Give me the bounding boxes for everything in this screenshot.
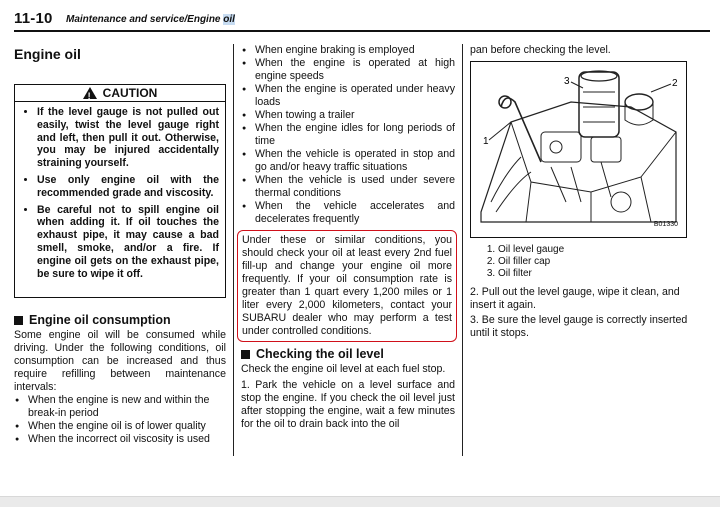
- continued-text: pan before checking the level.: [470, 44, 611, 56]
- condition-item: ● When the vehicle accelerates and decelerates frequently: [255, 200, 455, 226]
- caution-item: • Use only engine oil with the recommended grade and viscosity.: [37, 174, 219, 200]
- conditions-list-2: [241, 44, 455, 226]
- section-title: [66, 14, 235, 25]
- checking-title: Checking the oil level: [256, 347, 384, 361]
- engine-figure: [470, 61, 687, 238]
- caution-item: • If the level gauge is not pulled out easily, twist the level gauge right and left, then pull it out. Otherwise, you may be injured accidentally straining yourself.: [37, 106, 219, 170]
- caution-label: CAUTION: [102, 86, 158, 100]
- figure-code: B01330: [653, 221, 678, 228]
- consumption-text: Some engine oil will be consumed while driving. Under the following conditions, oil consumption can be increased and thus require refilling between maintenance intervals:: [14, 329, 226, 393]
- condition-item: ● When the incorrect oil viscosity is used: [28, 433, 226, 446]
- checking-heading: [241, 348, 455, 361]
- column-divider: [233, 44, 234, 456]
- condition-item: ● When the vehicle is used under severe thermal conditions: [255, 174, 455, 200]
- engine-oil-title: Engine oil: [14, 46, 81, 62]
- caution-header: [15, 85, 225, 102]
- page-header: [14, 10, 710, 32]
- page-number: 11-10: [14, 10, 53, 27]
- column-divider: [462, 44, 463, 456]
- condition-item: ● When towing a trailer: [255, 109, 455, 122]
- consumption-title: Engine oil consumption: [29, 313, 171, 327]
- callout-3: 3: [564, 76, 570, 87]
- step-2: 2. Pull out the level gauge, wipe it clean, and insert it again.: [470, 286, 680, 311]
- column-2: [241, 44, 455, 431]
- square-bullet-icon: [241, 350, 250, 359]
- section-title-prefix: Maintenance and service/Engine: [66, 14, 224, 25]
- warning-triangle-icon: [83, 87, 97, 99]
- condition-item: ● When the vehicle is operated in stop and go and/or heavy traffic situations: [255, 148, 455, 174]
- checking-intro: Check the engine oil level at each fuel stop.: [241, 363, 446, 375]
- condition-item: ● When the engine is new and within the break-in period: [28, 394, 226, 420]
- section-title-highlight: oil: [223, 14, 235, 25]
- square-bullet-icon: [14, 316, 23, 325]
- callout-2: 2: [672, 78, 678, 89]
- caution-box: [14, 84, 226, 298]
- step-1: 1. Park the vehicle on a level surface and stop the engine. If you check the oil level just after stopping the engine, wait a few minutes for the oil to drain back into the oil: [241, 379, 455, 430]
- step-3: 3. Be sure the level gauge is correctly inserted until it stops.: [470, 314, 688, 339]
- caution-item: • Be careful not to spill engine oil when adding it. If oil touches the exhaust pipe, it may cause a bad smell, smoke, and/or a fire. If engine oil gets on the exhaust pipe, be sure to wipe it off.: [37, 204, 219, 281]
- condition-item: ● When the engine oil is of lower quality: [28, 420, 226, 433]
- consumption-heading: [14, 314, 226, 327]
- column-3: [470, 44, 710, 340]
- condition-item: ● When engine braking is employed: [255, 44, 455, 57]
- figure-legend: [470, 244, 710, 280]
- column-1: [14, 44, 226, 456]
- viewer-bottom-bar: [0, 496, 720, 507]
- caution-list: [15, 106, 225, 280]
- legend-item: 3. Oil filter: [498, 268, 710, 280]
- legend-item: 2. Oil filler cap: [498, 256, 710, 268]
- highlighted-note: Under these or similar conditions, you should check your oil at least every 2nd fuel fill-up and change your engine oil more frequently. If your oil consumption rate is greater than 1 quart every 1,200 miles or 1 liter every 2,000 kilometers, contact your SUBARU dealer who may perform a test under controlled conditions.: [237, 230, 457, 342]
- condition-item: ● When the engine is operated at high engine speeds: [255, 57, 455, 83]
- condition-item: ● When the engine is operated under heavy loads: [255, 83, 455, 109]
- callout-1: 1: [483, 136, 489, 147]
- conditions-list-1: [14, 394, 226, 446]
- legend-item: 1. Oil level gauge: [498, 244, 710, 256]
- engine-bay-illustration: [471, 62, 686, 237]
- condition-item: ● When the engine idles for long periods of time: [255, 122, 455, 148]
